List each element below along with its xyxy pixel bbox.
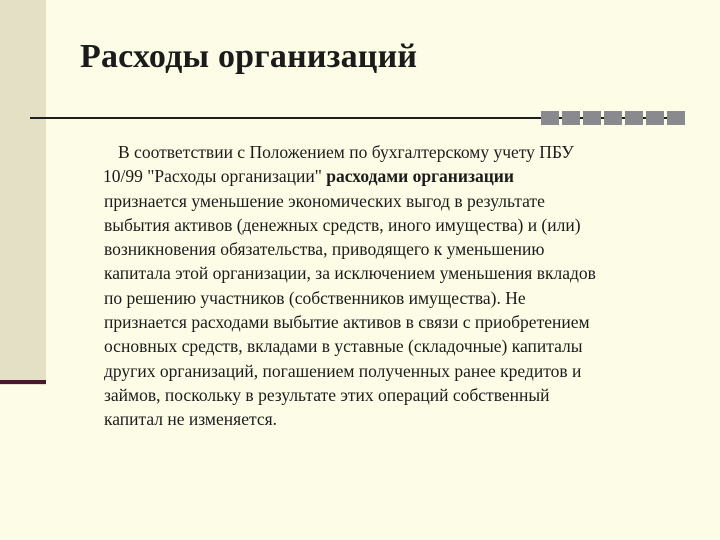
body-line: выбытия активов (денежных средств, иного имущества) и (или) (104, 214, 581, 235)
body-line: капитал не изменяется. (104, 409, 278, 430)
body-line: признается уменьшение экономических выгод в результате (104, 190, 545, 211)
left-decorative-band (0, 0, 46, 385)
body-line: по решению участников (собственников имущества). Не (104, 287, 526, 308)
body-line: возникновения обязательства, приводящего к уменьшению (104, 239, 545, 260)
title-divider-blocks (541, 111, 685, 125)
body-line-plain: 10/99 "Расходы организации" (103, 166, 327, 187)
body-line: займов, поскольку в результате этих операций собственный (104, 384, 550, 405)
slide-title: Расходы организаций (80, 38, 418, 75)
body-line: основных средств, вкладами в уставные (складочные) капиталы (104, 336, 583, 357)
slide-body-text (104, 140, 684, 432)
body-line: капитала этой организации, за исключением уменьшения вкладов (104, 263, 596, 284)
body-line (104, 164, 684, 188)
body-line: В соответствии с Положением по бухгалтерскому учету ПБУ (118, 142, 574, 162)
body-line-bold-term: расходами организации (326, 166, 514, 187)
body-line: других организаций, погашением полученных ранее кредитов и (104, 360, 582, 381)
body-line: признается расходами выбытие активов в связи с приобретением (104, 312, 590, 333)
left-accent-line (0, 380, 46, 384)
